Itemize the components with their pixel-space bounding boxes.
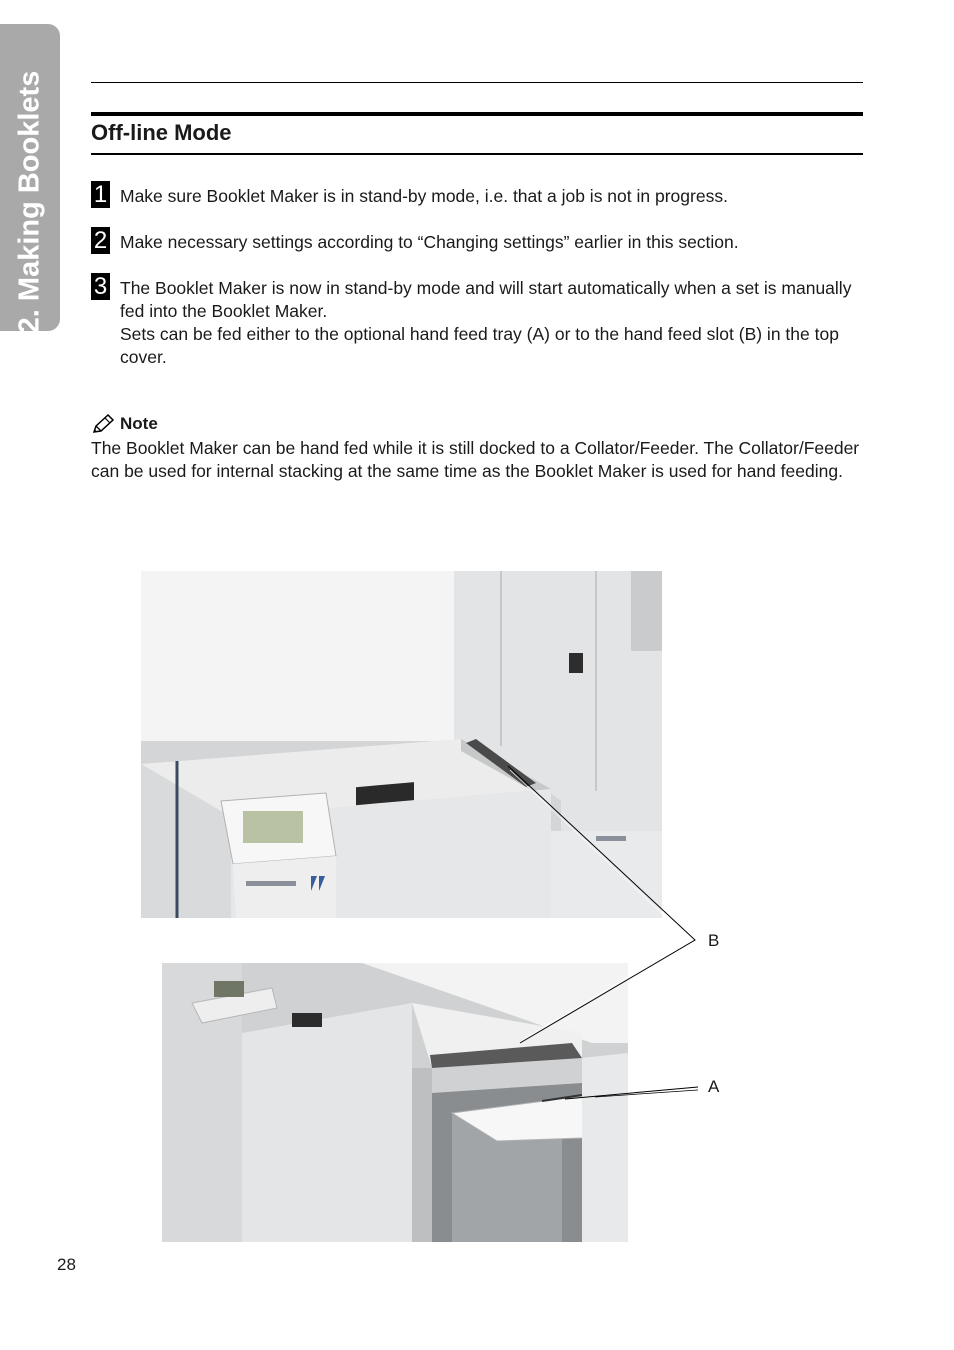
step-line: Make sure Booklet Maker is in stand-by mode, i.e. that a job is not in progress. <box>120 186 728 206</box>
step-number: 1 <box>91 181 110 208</box>
chapter-side-tab <box>0 24 60 334</box>
section-top-rule <box>91 112 863 116</box>
section-bottom-rule <box>91 153 863 155</box>
section-title: Off-line Mode <box>91 120 232 145</box>
step-line: The Booklet Maker is now in stand-by mode and will start automatically when a set is manually fed into the Booklet Maker. <box>120 278 852 321</box>
header-rule <box>91 82 863 83</box>
callout-label-a: A <box>708 1077 720 1096</box>
step-text <box>120 185 865 208</box>
page-number: 28 <box>57 1255 76 1274</box>
step-line: Sets can be fed either to the optional hand feed tray (A) or to the hand feed slot (B) in the top cover. <box>120 324 839 367</box>
photo-docked-booklet-maker <box>141 571 662 918</box>
pencil-icon <box>91 413 115 435</box>
note-heading <box>91 413 158 435</box>
note-heading-text: Note <box>120 414 158 433</box>
step-text <box>120 231 865 254</box>
step-number: 3 <box>91 273 110 300</box>
callout-label-b: B <box>708 931 720 950</box>
photo-hand-feed-tray <box>162 963 628 1242</box>
step-text <box>118 277 863 369</box>
chapter-tab-label: 2. Making Booklets <box>13 70 46 334</box>
step-line: Make necessary settings according to “Changing settings” earlier in this section. <box>120 232 739 252</box>
step-number: 2 <box>91 227 110 254</box>
note-body: The Booklet Maker can be hand fed while it is still docked to a Collator/Feeder. The Collator/Feeder can be used for internal stacking at the same time as the Booklet Maker is used for hand feeding. <box>91 438 860 481</box>
